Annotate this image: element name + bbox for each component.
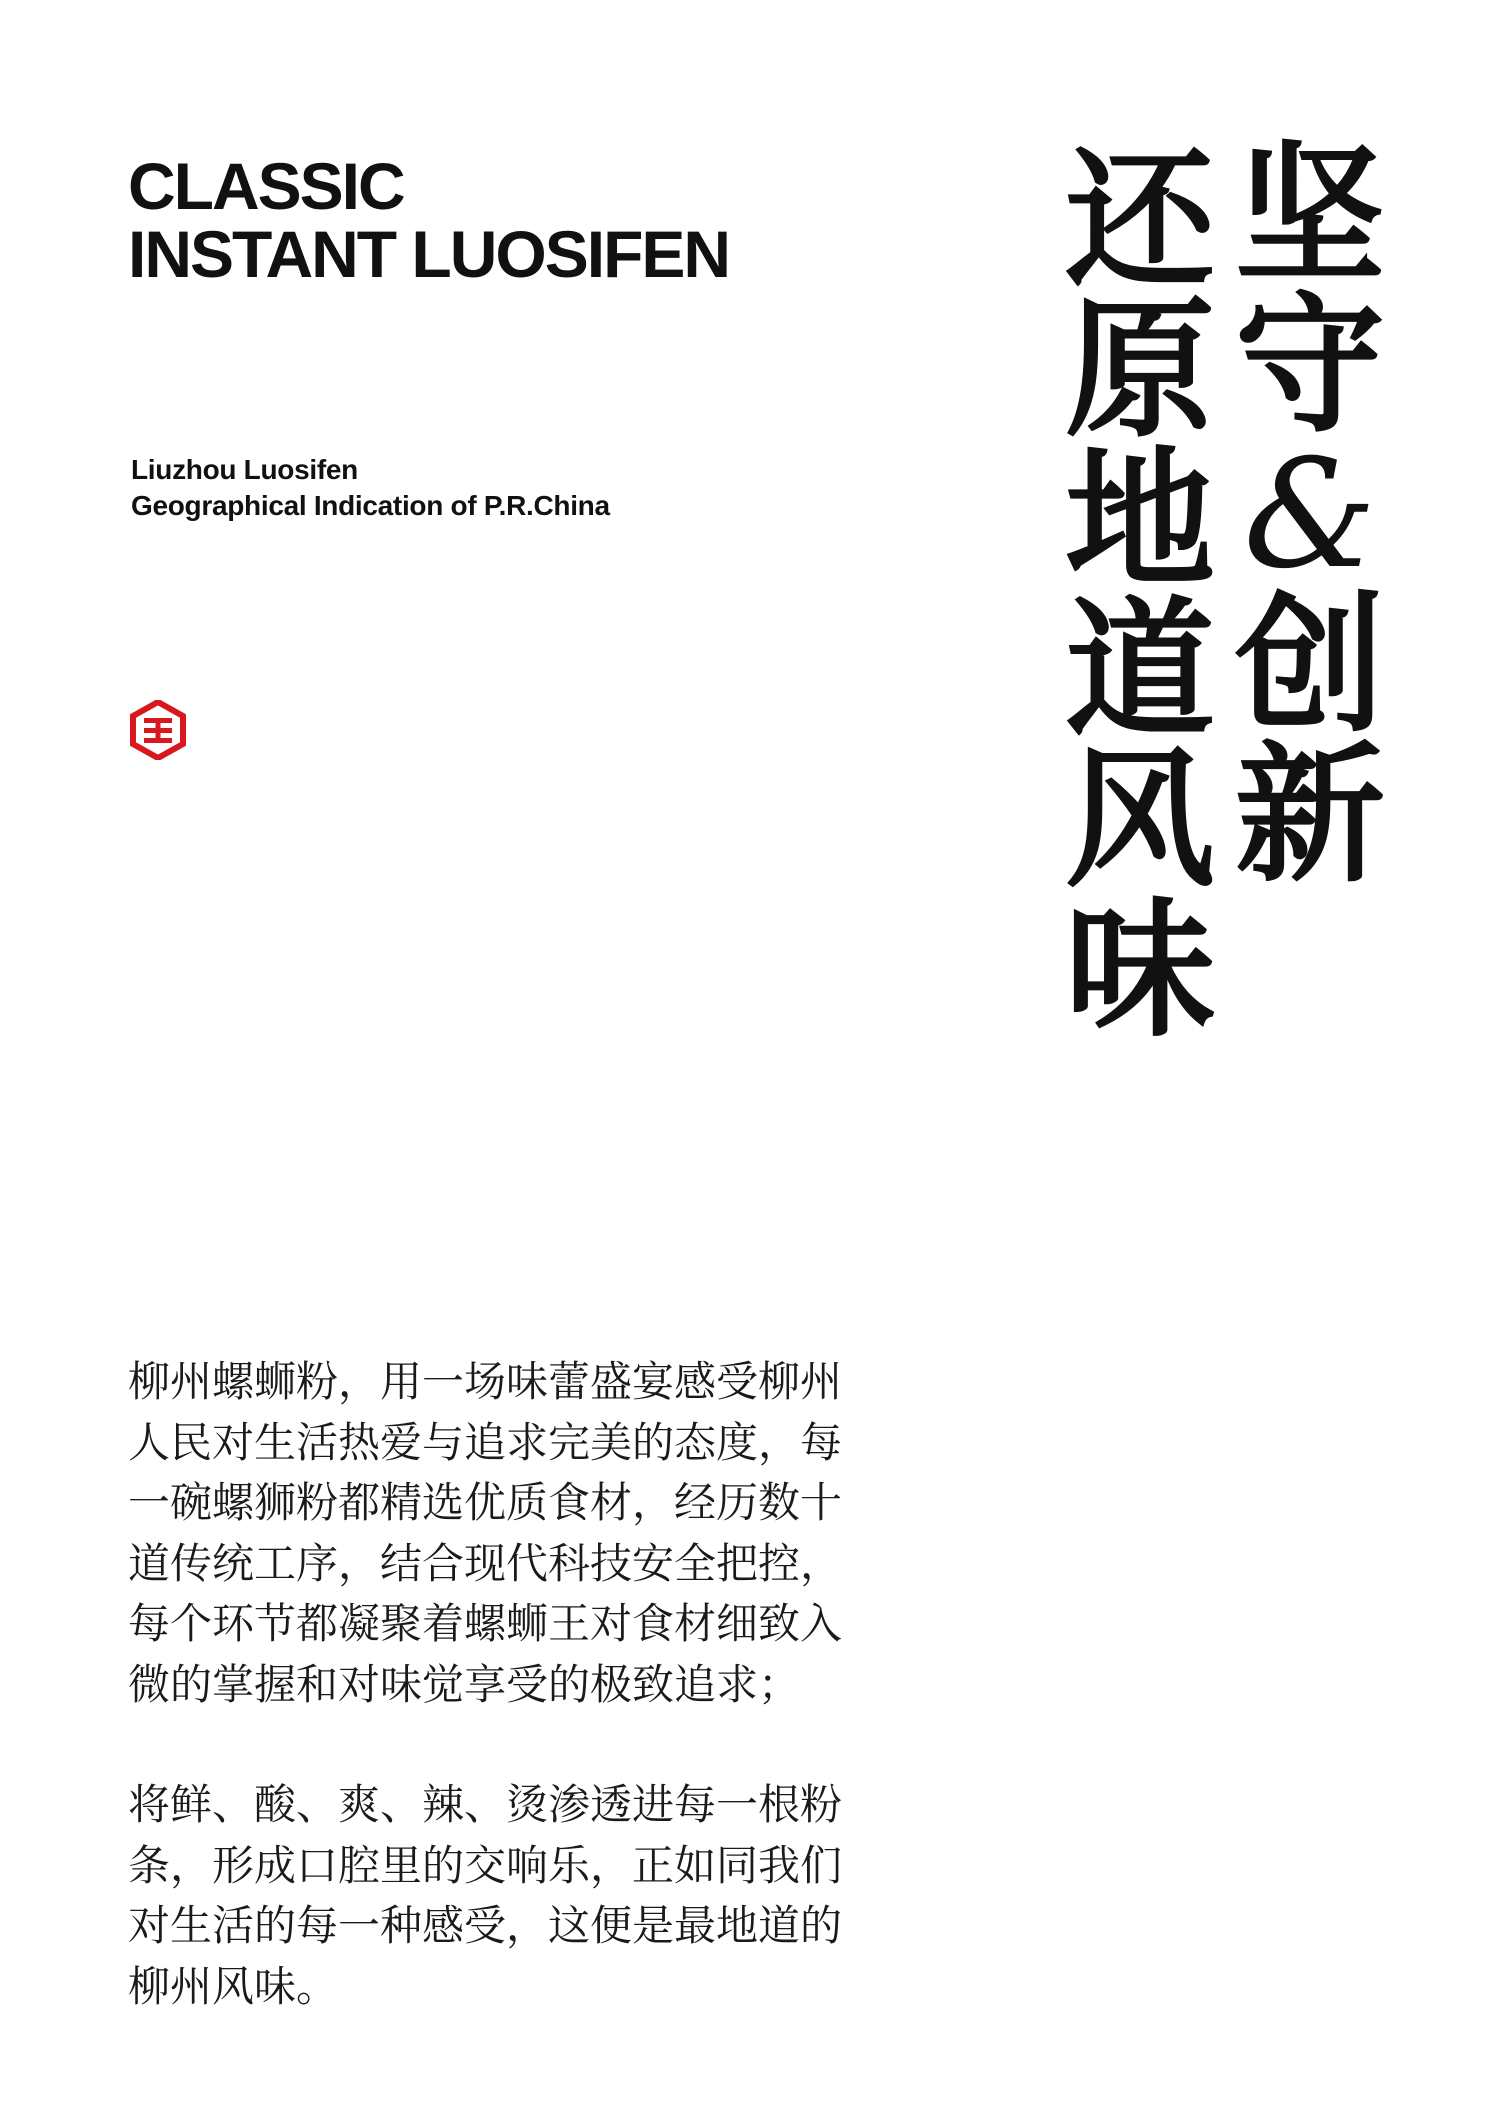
paragraph-gap xyxy=(128,1715,928,1775)
body-line: 每个环节都凝聚着螺蛳王对食材细致入 xyxy=(128,1599,843,1648)
headline xyxy=(128,149,730,291)
title-char: 风 xyxy=(1064,732,1215,908)
body-line: 将鲜、酸、爽、辣、烫渗透进每一根粉 xyxy=(128,1780,843,1829)
title-char: 坚 xyxy=(1234,127,1385,303)
body-line: 人民对生活热爱与追求完美的态度，每 xyxy=(128,1417,843,1467)
body-line: 柳州螺蛳粉，用一场味蕾盛宴感受柳州 xyxy=(128,1357,843,1406)
title-char: 新 xyxy=(1234,727,1385,903)
title-char: 创 xyxy=(1234,577,1385,753)
subtitle-line-2: Geographical Indication of P.R.China xyxy=(131,490,610,521)
title-char: 道 xyxy=(1064,582,1215,758)
headline-line-1: CLASSIC xyxy=(128,149,404,223)
vertical-title-left-column xyxy=(1060,132,1220,1058)
title-char: 还 xyxy=(1064,132,1215,308)
title-char: 守 xyxy=(1234,277,1385,453)
title-char: 原 xyxy=(1064,282,1215,458)
body-line: 道传统工序，结合现代科技安全把控， xyxy=(128,1538,843,1588)
title-char: 地 xyxy=(1064,432,1215,608)
subtitle xyxy=(131,452,610,524)
headline-line-2: INSTANT LUOSIFEN xyxy=(128,217,730,291)
title-ampersand: & xyxy=(1243,428,1377,602)
body-line: 柳州风味。 xyxy=(128,1961,339,2011)
title-char: 味 xyxy=(1064,882,1215,1058)
body-line: 条，形成口腔里的交响乐，正如同我们 xyxy=(128,1840,843,1890)
body-text xyxy=(128,1352,928,2017)
subtitle-line-1: Liuzhou Luosifen xyxy=(131,454,358,485)
body-line: 微的掌握和对味觉享受的极致追求； xyxy=(128,1659,801,1709)
hexagon-wang-logo-icon xyxy=(130,700,186,760)
vertical-title-right-column xyxy=(1230,127,1390,903)
body-line: 一碗螺狮粉都精选优质食材，经历数十 xyxy=(128,1478,843,1527)
body-line: 对生活的每一种感受，这便是最地道的 xyxy=(128,1901,843,1950)
